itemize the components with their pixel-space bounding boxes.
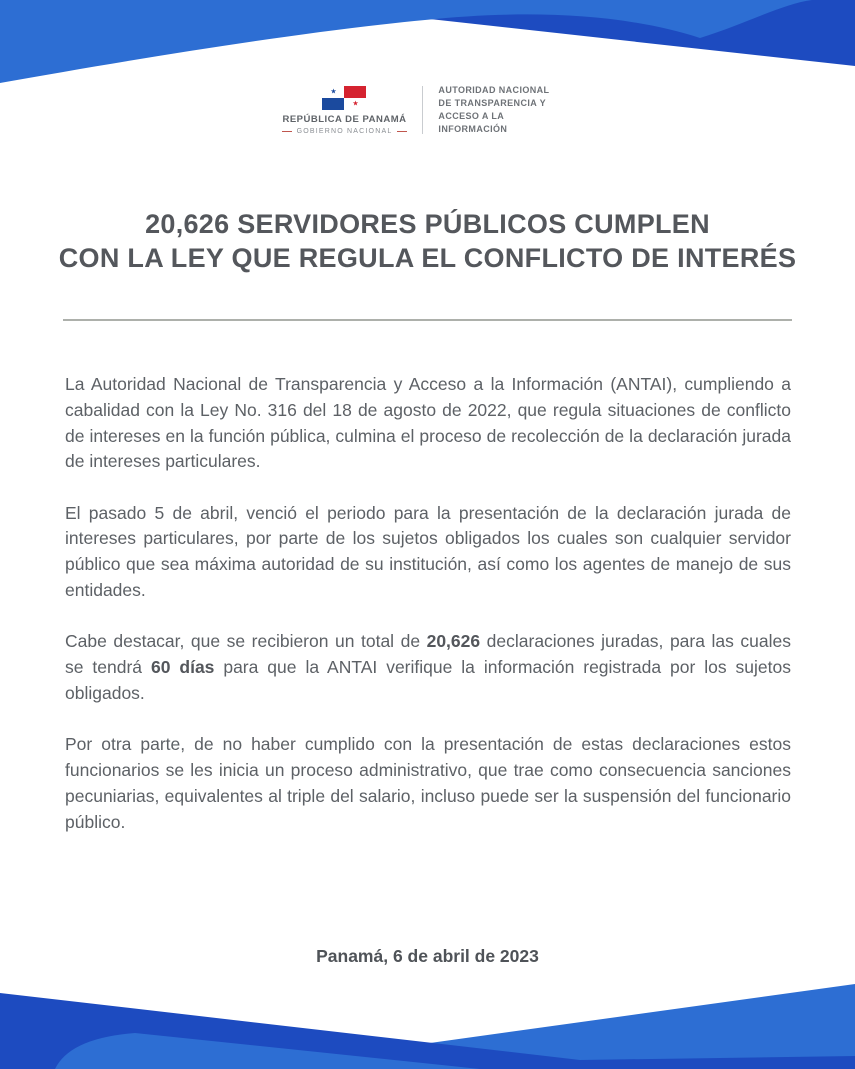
panama-flag-icon	[322, 86, 366, 110]
antai-line-2: DE TRANSPARENCIA Y	[438, 98, 546, 108]
flag-quadrant-white-red-star: ★	[344, 98, 366, 110]
top-ribbon-dark-band	[330, 0, 855, 66]
headline-line-2: CON LA LEY QUE REGULA EL CONFLICTO DE INTERÉS	[58, 243, 797, 273]
headline-line-1: 20,626 SERVIDORES PÚBLICOS CUMPLEN	[145, 209, 710, 239]
bottom-ribbon-dark-band	[0, 993, 855, 1069]
flag-quadrant-blue	[322, 98, 344, 110]
republic-logo	[282, 86, 408, 135]
body-paragraphs	[65, 372, 791, 861]
bottom-ribbon-medium-left	[55, 1033, 480, 1069]
header	[0, 84, 855, 136]
title-divider	[63, 319, 792, 321]
paragraph: La Autoridad Nacional de Transparencia y Acceso a la Información (ANTAI), cumpliendo a cabalidad con la Ley No. 316 del 18 de agosto de 2022, que regula situaciones de conflicto de intereses en la función pública, culmina el proceso de recolección de la declaración jurada de intereses particulares.	[65, 374, 791, 472]
antai-line-3: ACCESO A LA INFORMACIÓN	[438, 111, 508, 134]
government-subtitle	[282, 128, 408, 135]
bottom-ribbon-medium-right	[430, 984, 855, 1069]
antai-logo-text	[438, 84, 573, 136]
republic-title: REPÚBLICA DE PANAMÁ	[282, 113, 407, 125]
government-subtitle-label: GOBIERNO NACIONAL	[296, 127, 393, 135]
logo-divider	[422, 86, 423, 134]
right-dash-decoration	[397, 131, 407, 132]
flag-quadrant-white-blue-star: ★	[322, 86, 344, 98]
paragraph: Por otra parte, de no haber cumplido con la presentación de estas declaraciones estos funcionarios se les inicia un proceso administrativo, que trae como consecuencia sanciones pecuniarias, equivalentes al triple del salario, incluso puede ser la suspensión del funcionario público.	[65, 734, 791, 832]
headline	[40, 207, 815, 275]
paragraph: El pasado 5 de abril, venció el periodo para la presentación de la declaración jurada de intereses particulares, por parte de los sujetos obligados los cuales son cualquier servidor público que sea máxima autoridad de su institución, así como los agentes de manejo de sus entidades.	[65, 502, 791, 601]
antai-line-1: AUTORIDAD NACIONAL	[438, 85, 550, 95]
left-dash-decoration	[282, 131, 292, 132]
top-ribbon-medium-swoosh	[0, 0, 812, 83]
bottom-ribbon-decoration	[0, 909, 855, 1069]
paragraph: Cabe destacar, que se recibieron un total de 20,626 declaraciones juradas, para las cuales se tendrá 60 días para que la ANTAI verifique la información registrada por los sujetos obligados.	[65, 631, 791, 703]
dateline: Panamá, 6 de abril de 2023	[316, 946, 539, 966]
flag-quadrant-red	[344, 86, 366, 98]
